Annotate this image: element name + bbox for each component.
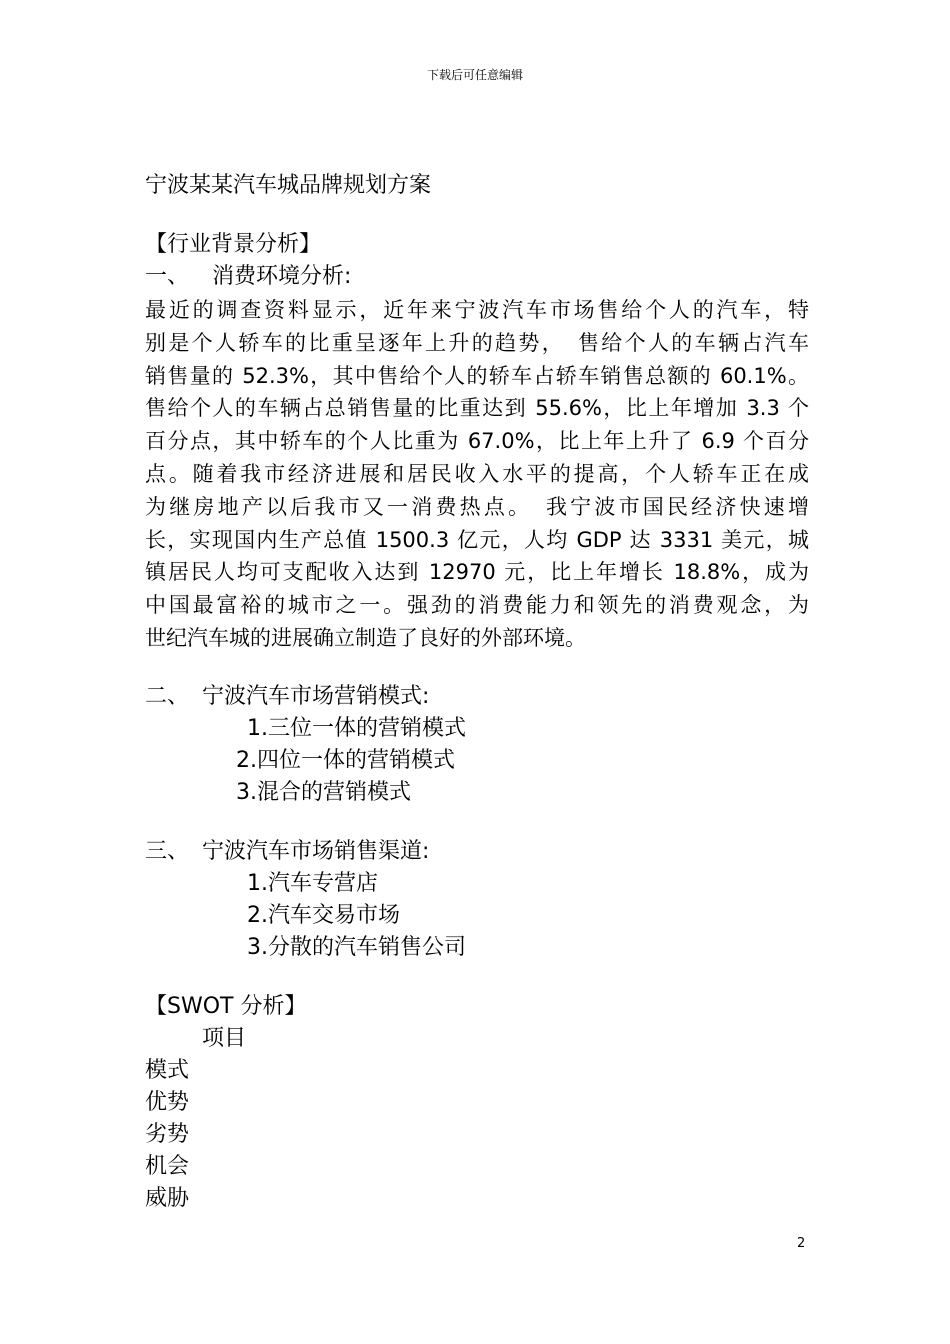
consumption-environment-paragraph bbox=[145, 294, 809, 655]
paragraph-line: 中国最富裕的城市之一。强劲的消费能力和领先的消费观念，为 bbox=[145, 593, 809, 618]
sales-channel-item: 3.分散的汽车销售公司 bbox=[247, 935, 466, 960]
swot-row-label: 模式 bbox=[145, 1058, 190, 1083]
subsection-1-number: 一、 bbox=[145, 264, 190, 289]
subsection-3-title: 宁波汽车市场销售渠道: bbox=[202, 839, 430, 864]
subsection-3-number: 三、 bbox=[145, 839, 190, 864]
subsection-2-number: 二、 bbox=[145, 684, 190, 709]
paragraph-line: 长，实现国内生产总值 1500.3 亿元，人均 GDP 达 3331 美元，城 bbox=[145, 527, 809, 552]
paragraph-line: 点。随着我市经济进展和居民收入水平的提高，个人轿车正在成 bbox=[145, 461, 809, 486]
page-number: 2 bbox=[797, 1236, 806, 1251]
paragraph-line: 别是个人轿车的比重呈逐年上升的趋势， 售给个人的车辆占汽车 bbox=[145, 330, 809, 355]
swot-row-label: 机会 bbox=[145, 1154, 190, 1179]
section-heading-background: 【行业背景分析】 bbox=[145, 232, 322, 257]
marketing-mode-item: 1.三位一体的营销模式 bbox=[247, 716, 466, 741]
swot-row-label: 威胁 bbox=[145, 1186, 190, 1211]
paragraph-line: 为继房地产以后我市又一消费热点。 我宁波市国民经济快速增 bbox=[145, 494, 809, 519]
document-title: 宁波某某汽车城品牌规划方案 bbox=[145, 173, 432, 198]
paragraph-line: 镇居民人均可支配收入达到 12970 元，比上年增长 18.8%，成为 bbox=[145, 560, 809, 585]
sales-channel-item: 1.汽车专营店 bbox=[247, 871, 378, 896]
paragraph-line: 世纪汽车城的进展确立制造了良好的外部环境。 bbox=[145, 625, 586, 650]
paragraph-line: 百分点，其中轿车的个人比重为 67.0%，比上年上升了 6.9 个百分 bbox=[145, 429, 809, 454]
subsection-1-title: 消费环境分析: bbox=[212, 264, 352, 289]
page-header-note: 下载后可任意编辑 bbox=[426, 68, 523, 82]
paragraph-line: 最近的调查资料显示，近年来宁波汽车市场售给个人的汽车，特 bbox=[145, 298, 809, 322]
subsection-2-title: 宁波汽车市场营销模式: bbox=[202, 684, 430, 709]
swot-header-item: 项目 bbox=[202, 1026, 247, 1051]
sales-channel-item: 2.汽车交易市场 bbox=[247, 903, 400, 928]
marketing-mode-item: 2.四位一体的营销模式 bbox=[236, 748, 455, 773]
swot-row-label: 劣势 bbox=[145, 1122, 190, 1147]
marketing-mode-item: 3.混合的营销模式 bbox=[236, 780, 411, 805]
paragraph-line: 销售量的 52.3%，其中售给个人的轿车占轿车销售总额的 60.1%。 bbox=[145, 363, 809, 388]
paragraph-line: 售给个人的车辆占总销售量的比重达到 55.6%，比上年增加 3.3 个 bbox=[145, 396, 809, 421]
swot-row-label: 优势 bbox=[145, 1090, 190, 1115]
section-heading-swot: 【SWOT 分析】 bbox=[145, 994, 307, 1019]
